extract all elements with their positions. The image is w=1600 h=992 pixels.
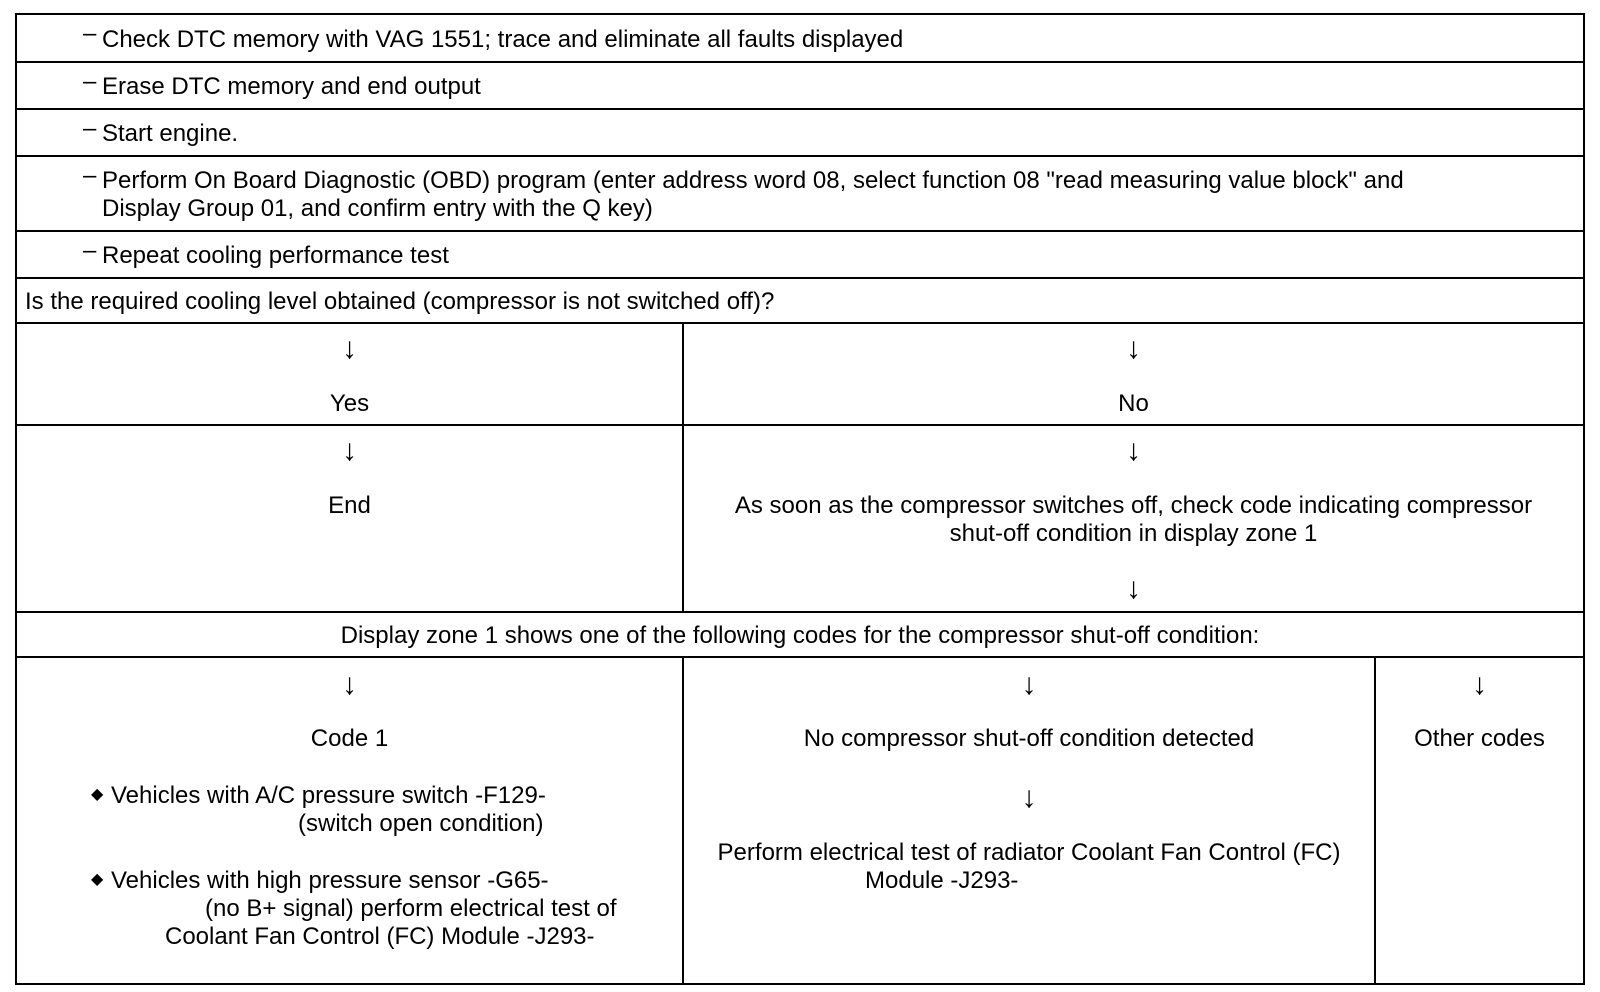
step-row-1 <box>17 15 1583 63</box>
diamond-bullet-icon: ◆ <box>91 786 104 803</box>
step-text: Repeat cooling performance test <box>102 242 449 269</box>
down-arrow-icon: ↓ <box>1472 668 1487 701</box>
code1-bullet2-line1: Vehicles with high pressure sensor -G65- <box>111 867 549 894</box>
down-arrow-icon: ↓ <box>1021 668 1037 701</box>
question-text: Is the required cooling level obtained (compressor is not switched off)? <box>25 288 775 315</box>
codes-row <box>17 658 1583 983</box>
check-code-line2: shut-off condition in display zone 1 <box>949 520 1318 547</box>
code1-bullet1-line1: Vehicles with A/C pressure switch -F129- <box>111 782 546 809</box>
dash-marker: – <box>83 68 97 95</box>
step-text-line2: Display Group 01, and confirm entry with the Q key) <box>102 195 653 222</box>
step-text: Start engine. <box>102 120 239 147</box>
check-code-cell <box>682 426 1583 611</box>
code1-bullet2-line2: (no B+ signal) perform electrical test of <box>205 895 617 922</box>
down-arrow-icon: ↓ <box>1126 434 1141 467</box>
yes-cell <box>17 324 682 424</box>
dash-marker: – <box>83 237 97 264</box>
step-row-3 <box>17 110 1583 157</box>
dash-marker: – <box>83 162 97 189</box>
display-zone-text: Display zone 1 shows one of the following codes for the compressor shut-off condition: <box>340 622 1260 649</box>
code1-bullet2-line3: Coolant Fan Control (FC) Module -J293- <box>165 923 595 950</box>
code1-bullet1-line2: (switch open condition) <box>298 810 544 837</box>
result-row <box>17 426 1583 613</box>
answer-row <box>17 324 1583 426</box>
code1-cell <box>17 658 682 983</box>
no-shutoff-cell <box>682 658 1374 983</box>
down-arrow-icon: ↓ <box>1021 781 1037 814</box>
other-codes-label: Other codes <box>1414 725 1545 752</box>
no-shutoff-title: No compressor shut-off condition detected <box>803 725 1255 752</box>
code1-title: Code 1 <box>310 725 389 752</box>
end-cell <box>17 426 682 611</box>
diamond-bullet-icon: ◆ <box>91 871 104 888</box>
display-zone-row <box>17 613 1583 658</box>
down-arrow-icon: ↓ <box>342 668 357 701</box>
diagnostic-flowchart <box>15 13 1585 985</box>
yes-label: Yes <box>329 390 370 417</box>
check-code-line1: As soon as the compressor switches off, check code indicating compressor <box>734 492 1533 519</box>
other-codes-cell <box>1374 658 1583 983</box>
down-arrow-icon: ↓ <box>1126 572 1141 605</box>
no-shutoff-action-line1: Perform electrical test of radiator Coolant Fan Control (FC) <box>717 839 1341 866</box>
step-text: Check DTC memory with VAG 1551; trace and eliminate all faults displayed <box>102 26 904 53</box>
question-row <box>17 279 1583 324</box>
step-row-5 <box>17 232 1583 279</box>
end-label: End <box>328 492 371 519</box>
no-shutoff-action-line2: Module -J293- <box>865 867 1019 894</box>
step-row-2 <box>17 63 1583 110</box>
step-row-4 <box>17 157 1583 232</box>
no-label: No <box>1118 390 1149 417</box>
step-text-line1: Perform On Board Diagnostic (OBD) program (enter address word 08, select function 08 "read measuring value block" and <box>102 167 1404 194</box>
down-arrow-icon: ↓ <box>1126 332 1141 365</box>
dash-marker: – <box>83 115 97 142</box>
dash-marker: – <box>83 20 97 47</box>
step-text: Erase DTC memory and end output <box>102 73 481 100</box>
no-cell <box>682 324 1583 424</box>
down-arrow-icon: ↓ <box>342 434 357 467</box>
down-arrow-icon: ↓ <box>342 332 357 365</box>
